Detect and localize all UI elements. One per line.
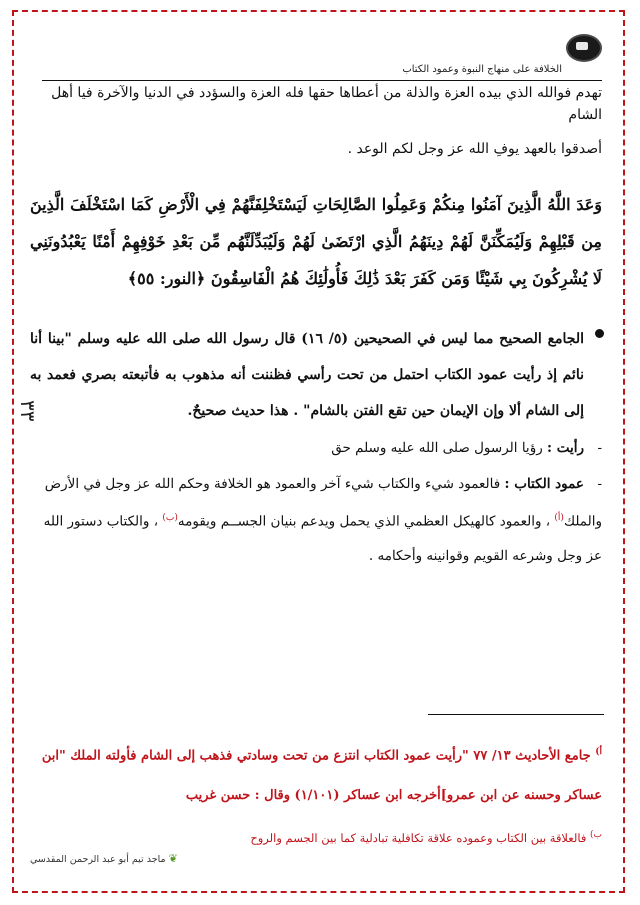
footnote-2-mark: ب): [590, 830, 602, 841]
definition-2-text-c: ، والكتاب دستور الله عز وجل وشرعه القويم وقوانينه وأحكامه .: [43, 513, 602, 564]
paragraph-2: أصدقوا بالعهد يوفِ الله عز وجل لكم الوعد .: [347, 141, 602, 157]
quran-verse: وَعَدَ اللَّهُ الَّذِينَ آمَنُوا مِنكُمْ وَعَمِلُوا الصَّالِحَاتِ لَيَسْتَخْلِفَنَّهُمْ فِي الْأَرْضِ كَمَا اسْتَخْلَفَ الَّذِينَ مِن قَبْلِهِمْ وَلَيُمَكِّنَنَّ لَهُمْ دِينَهُمُ الَّذِي ارْتَضَىٰ لَهُمْ وَلَيُبَدِّلَنَّهُم مِّن بَعْدِ خَوْفِهِمْ أَمْنًا يَعْبُدُونَنِي لَا يُشْرِكُونَ بِي شَيْئًا وَمَن كَفَرَ بَعْدَ ذَٰلِكَ فَأُولَٰئِكَ هُمُ الْفَاسِقُونَ ﴿النور: ٥٥﴾: [30, 195, 602, 288]
author-credit: [30, 852, 178, 865]
definition-2-term: عمود الكتاب :: [504, 476, 584, 492]
footnote-2-text: فالعلاقة بين الكتاب وعموده علاقة تكافلية تبادلية كما بين الجسم والروح: [250, 831, 587, 846]
paragraph-1: تهدم فوالله الذي بيده العزة والذلة من أعطاها حقها فله العزة والسؤدد في الدنيا والآخرة فيا أهل الشام: [51, 85, 602, 123]
footnote-1: [30, 732, 602, 816]
definition-1-term: رأيت :: [547, 440, 584, 456]
author-name: ماجد تيم أبو عبد الرحمن المقدسي: [30, 854, 166, 865]
footnote-2: [30, 826, 602, 847]
header-title: الخلافة على منهاج النبوة وعمود الكتاب: [402, 64, 562, 75]
bullet-icon: [595, 329, 604, 338]
footnote-ref-a[interactable]: (أ): [554, 513, 564, 523]
footnote-1-text: جامع الأحاديث ١٣/ ٧٧ "رأيت عمود الكتاب انتزع من تحت وسادتي فذهب إلى الشام فأولته الملك "ابن عساكر وحسنه عن ابن عمرو]أخرجه ابن عساكر (١/١٠١) وقال : حسن غريب: [41, 748, 602, 804]
definition-2-text-a: فالعمود شيء والكتاب شيء آخر والعمود هو الخلافة وحكم الله عز وجل في الأرض والملك: [44, 476, 602, 530]
footnote-ref-b[interactable]: (ب): [162, 513, 178, 523]
main-content: [30, 82, 602, 573]
page-number: ٣٣: [16, 400, 40, 422]
leaf-icon: ❦: [168, 852, 178, 865]
definition-1-text: رؤيا الرسول صلى الله عليه وسلم حق: [331, 440, 543, 456]
hadith-text: الجامع الصحيح مما ليس في الصحيحين (٥/ ١٦) قال رسول الله صلى الله عليه وسلم "بينا أنا نائم إذ رأيت عمود الكتاب احتمل من تحت رأسي فظننت أنه مذهوب به فأتبعته بصري فعمد به إلى الشام ألا وإن الإيمان حين تقع الفتن بالشام" . هذا حديث صحيحٌ.: [30, 331, 585, 419]
definition-1: -رأيت : رؤيا الرسول صلى الله عليه وسلم حق: [331, 440, 602, 456]
definition-2: -عمود الكتاب : فالعمود شيء والكتاب شيء آخر والعمود هو الخلافة وحكم الله عز وجل في الأرض والملك$^{(أ)}$ ، والعمود كالهيكل العظمي الذي يحمل ويدعم بنيان الجســم ويقومه$^{(ب)}$ ، والكتاب دستور الله عز وجل وشرعه القويم وقوانينه وأحكامه .: [43, 476, 602, 564]
book-logo-icon: [566, 34, 602, 62]
page-header: [42, 34, 602, 74]
footnote-1-mark: أ): [595, 747, 602, 757]
footnotes: [30, 732, 602, 847]
footnote-separator: [428, 714, 604, 715]
definition-2-text-b: ، والعمود كالهيكل العظمي الذي يحمل ويدعم بنيان الجســم ويقومه: [177, 513, 551, 530]
header-rule: [42, 80, 602, 81]
hadith-block: [30, 321, 602, 429]
